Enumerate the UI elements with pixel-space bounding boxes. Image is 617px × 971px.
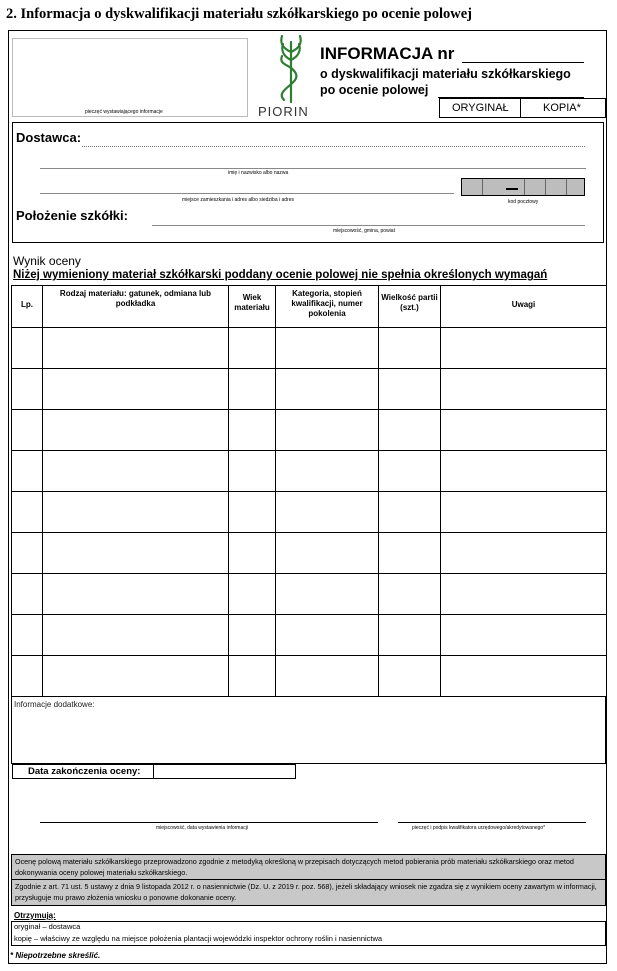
stamp-box (12, 38, 248, 117)
table-row[interactable] (12, 574, 607, 615)
table-row[interactable] (12, 656, 607, 697)
table-header-row (12, 286, 607, 328)
notice-methodology: Ocenę polową materiału szkółkarskiego przeprowadzono zgodnie z metodyką określoną w przepisach dotyczących metod pobierania prób materiału szkółkarskiego oraz metod dokonywania oceny polowej materiału szkółkarskiego. (11, 854, 606, 880)
table-row[interactable] (12, 615, 607, 656)
table-row[interactable] (12, 369, 607, 410)
end-date-label: Data zakończenia oceny: (28, 766, 141, 777)
col-header-lot-size: Wielkość partii (szt.) (379, 286, 441, 328)
postal-code-input[interactable] (461, 178, 585, 196)
table-row[interactable] (12, 328, 607, 369)
footnote: * Niepotrzebne skreślić. (10, 951, 101, 960)
nursery-label: Położenie szkółki: (16, 208, 128, 223)
copy-option[interactable]: KOPIA* (543, 102, 581, 114)
col-header-material: Rodzaj materiału: gatunek, odmiana lub podkładka (43, 286, 229, 328)
supplier-line-top[interactable] (82, 146, 585, 147)
title-line-3: po ocenie polowej (320, 83, 429, 97)
signature-caption: pieczęć i podpis kwalifikatora urzędowego/akredytowanego* (412, 825, 546, 831)
place-date-field[interactable] (40, 822, 378, 823)
supplier-address-field[interactable] (40, 193, 454, 194)
end-date-field[interactable] (153, 764, 296, 779)
supplier-name-field[interactable] (40, 168, 586, 169)
copy-divider (520, 98, 521, 118)
signature-field[interactable] (398, 822, 586, 823)
additional-info-box[interactable] (11, 696, 606, 764)
original-option[interactable]: ORYGINAŁ (452, 102, 509, 114)
materials-table (11, 285, 607, 697)
result-title: Wynik oceny (13, 254, 81, 268)
recipient-original: oryginał – dostawca (14, 922, 81, 931)
nursery-caption: miejscowość, gmina, powiat (333, 228, 395, 234)
supplier-name-caption: imię i nazwisko albo nazwa (228, 170, 289, 176)
notice-appeal: Zgodnie z art. 71 ust. 5 ustawy z dnia 9 listopada 2012 r. o nasiennictwie (Dz. U. z 2019 r. poz. 568), jeżeli składający wniosek nie zgadza się z wynikiem oceny zawartym w informacji, przysługuje mu prawo złożenia wniosku o ponowne dokonanie oceny. (11, 880, 606, 906)
table-row[interactable] (12, 451, 607, 492)
col-header-category: Kategoria, stopień kwalifikacji, numer pokolenia (276, 286, 379, 328)
col-header-remarks: Uwagi (441, 286, 607, 328)
nursery-location-field[interactable] (152, 225, 585, 226)
title-line-2: o dyskwalifikacji materiału szkółkarskiego (320, 67, 571, 81)
place-date-caption: miejscowość, data wystawienia informacji (156, 825, 248, 831)
recipient-copy: kopię – właściwy ze względu na miejsce położenia plantacji wojewódzki inspektor ochrony roślin i nasiennictwa (14, 934, 383, 943)
stamp-caption: pieczęć wystawiającego informacje (85, 109, 163, 115)
title-line-1: INFORMACJA nr (320, 44, 455, 63)
supplier-address-caption: miejsce zamieszkania i adres albo siedziba i adres (182, 197, 294, 203)
supplier-label: Dostawca: (16, 130, 82, 145)
table-row[interactable] (12, 533, 607, 574)
table-row[interactable] (12, 410, 607, 451)
recipients-label: Otrzymują: (14, 911, 56, 920)
plant-logo-icon (270, 34, 312, 104)
form-heading: 2. Informacja o dyskwalifikacji materiału szkółkarskiego po ocenie polowej (6, 6, 472, 22)
col-header-age: Wiek materiału (229, 286, 276, 328)
table-row[interactable] (12, 492, 607, 533)
title-number-line (462, 62, 584, 63)
logo-text: PIORIN (258, 104, 309, 119)
col-header-lp: Lp. (12, 286, 43, 328)
postal-code-caption: kod pocztowy (508, 199, 539, 205)
result-statement: Niżej wymieniony materiał szkółkarski poddany ocenie polowej nie spełnia określonych wymagań (13, 269, 548, 281)
additional-info-label: Informacje dodatkowe: (14, 700, 95, 709)
